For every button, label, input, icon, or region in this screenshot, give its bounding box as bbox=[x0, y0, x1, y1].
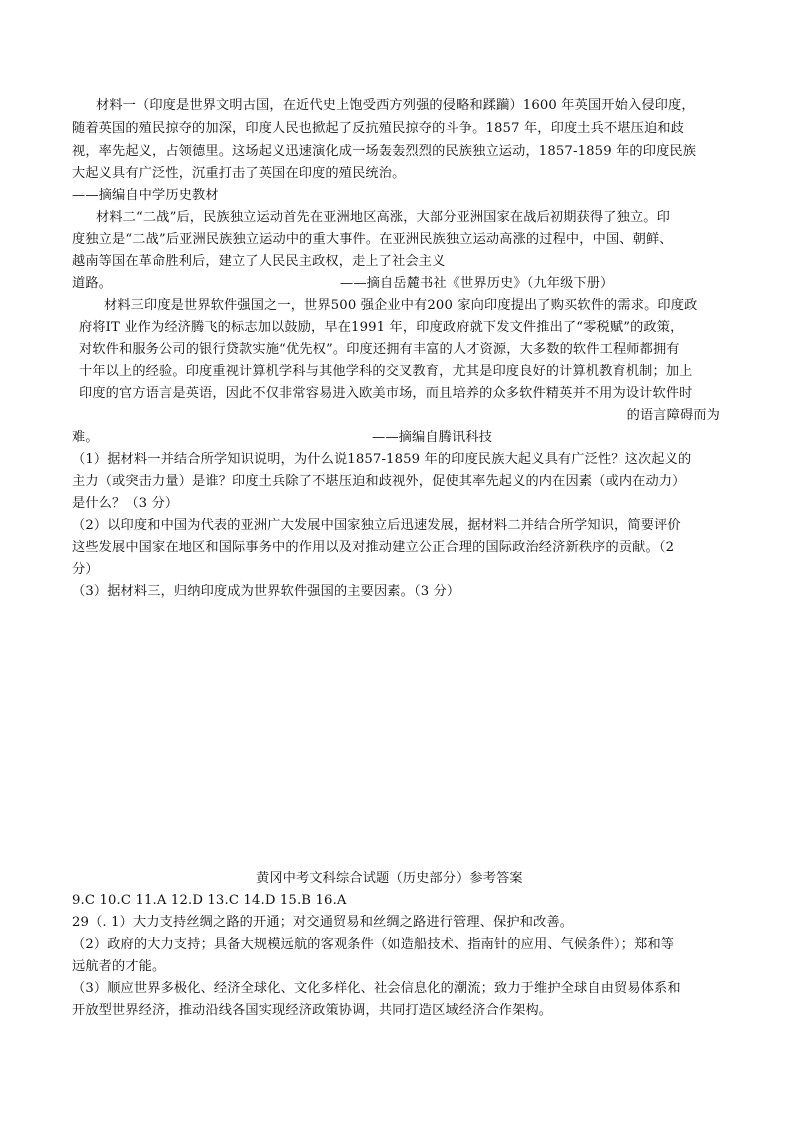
material3-line: 印度的官方语言是英语，因此不仅非常容易进入欧美市场，而且培养的众多软件精英并不用为设计软件时 bbox=[79, 386, 693, 401]
answer-line: （2）政府的大力支持；具备大规模远航的客观条件（如造船技术、指南针的应用、气候条件）；郑和等 bbox=[72, 937, 675, 952]
material3-line: 对软件和服务公司的银行贷款实施“优先权”。印度还拥有丰富的人才资源，大多数的软件工程师都拥有 bbox=[79, 342, 680, 357]
question-line: 这些发展中国家在地区和国际事务中的作用以及对推动建立公正合理的国际政治经济新秩序的贡献。（2 bbox=[72, 540, 675, 555]
material3-last-word: 难。 bbox=[72, 430, 99, 445]
answers-choices: 9.C 10.C 11.A 12.D 13.C 14.D 15.B 16.A bbox=[72, 893, 347, 908]
material2-line: 材料二“二战”后，民族独立运动首先在亚洲地区高涨，大部分亚洲国家在战后初期获得了独立。印 bbox=[96, 210, 670, 225]
material3-line: 的语言障碍而为 bbox=[626, 408, 720, 423]
question-line: （2）以印度和中国为代表的亚洲广大发展中国家独立后迅速发展，据材料二并结合所学知识，简要评价 bbox=[72, 518, 681, 533]
question-line: 是什么？（3 分） bbox=[72, 496, 179, 511]
material1-line: 大起义具有广泛性，沉重打击了英国在印度的殖民统治。 bbox=[72, 166, 406, 181]
material3-line: 材料三印度是世界软件强国之一，世界500 强企业中有200 家向印度提出了购买软件的需求。印度政 bbox=[104, 298, 698, 313]
answer-line: 远航者的才能。 bbox=[72, 959, 166, 974]
material3-line: 府将IT 业作为经济腾飞的标志加以鼓励，早在1991 年，印度政府就下发文件推出了“零税赋”的政策， bbox=[79, 320, 684, 335]
material3-source: ——摘编自腾讯科技 bbox=[372, 430, 493, 445]
answer-line: （3）顺应世界多极化、经济全球化、文化多样化、社会信息化的潮流；致力于维护全球自由贸易体系和 bbox=[72, 981, 681, 996]
question-line: （3）据材料三，归纳印度成为世界软件强国的主要因素。（3 分） bbox=[72, 584, 461, 599]
material2-line: 越南等国在革命胜利后，建立了人民民主政权，走上了社会主义 bbox=[72, 254, 446, 269]
question-line: 主力（或突击力量）是谁？印度土兵除了不堪压迫和歧视外，促使其率先起义的内在因素（或内在动力） bbox=[72, 474, 686, 489]
question-line: 分） bbox=[72, 562, 99, 577]
material2-line: 度独立是“二战”后亚洲民族独立运动中的重大事件。在亚洲民族独立运动高涨的过程中，中国、朝鲜、 bbox=[72, 232, 673, 247]
material1-line: 视，率先起义，占领德里。这场起义迅速演化成一场轰轰烈烈的民族独立运动，1857-1859 年的印度民族 bbox=[72, 144, 697, 159]
material1-line: 随着英国的殖民掠夺的加深，印度人民也掀起了反抗殖民掠夺的斗争。1857 年，印度土兵不堪压迫和歧 bbox=[72, 121, 685, 136]
material1-line: 材料一（印度是世界文明古国，在近代史上饱受西方列强的侵略和蹂躏）1600 年英国开始入侵印度， bbox=[96, 98, 695, 113]
answer-line: 开放型世界经济，推动沿线各国实现经济政策协调，共同打造区域经济合作架构。 bbox=[72, 1003, 553, 1018]
answer-line: 29（. 1）大力支持丝绸之路的开通；对交通贸易和丝绸之路进行管理、保护和改善。 bbox=[72, 915, 574, 930]
answers-title: 黄冈中考文科综合试题（历史部分）参考答案 bbox=[256, 871, 523, 886]
material2-source: ——摘自岳麓书社《世界历史》（九年级下册） bbox=[340, 276, 614, 291]
material1-source: ——摘编自中学历史教材 bbox=[72, 188, 219, 203]
material2-last-word: 道路。 bbox=[72, 276, 113, 291]
material3-line: 十年以上的经验。印度重视计算机学科与其他学科的交叉教育，尤其是印度良好的计算机教育机制；加上 bbox=[79, 364, 693, 379]
question-line: （1）据材料一并结合所学知识说明，为什么说1857-1859 年的印度民族大起义具有广泛性？这次起义的 bbox=[72, 452, 692, 467]
